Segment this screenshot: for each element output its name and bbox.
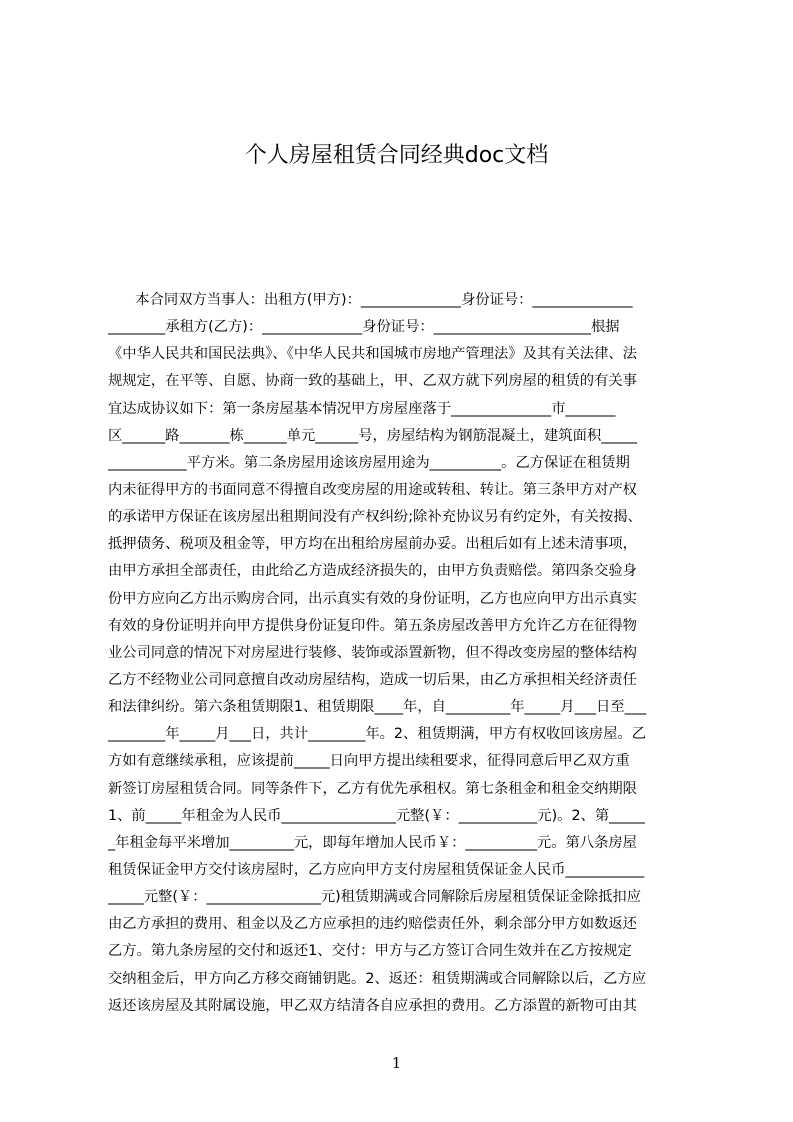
text-line-8: 内未征得甲方的书面同意不得擅自改变房屋的用途或转租、转让。第三条甲方对产权 — [108, 481, 637, 498]
text-line-16: 和法律纠纷。第六条租赁期限1、租赁期限____年，自_________年_____月___日至___ — [108, 699, 647, 716]
contract-body — [108, 287, 700, 1020]
text-line-4: 规规定，在平等、自愿、协商一致的基础上，甲、乙双方就下列房屋的租赁的有关事 — [108, 373, 637, 390]
text-line-7: ___________平方米。第二条房屋用途该房屋用途为__________。乙方保证在租赁期 — [108, 454, 630, 471]
text-line-2: ________承租方(乙方)：______________身份证号：______________________根据 — [108, 319, 620, 336]
text-line-21: _年租金每平米增加_________元，即每年增加人民币￥：__________元。第八条房屋 — [108, 834, 637, 851]
text-line-10: 抵押债务、税项及租金等，甲方均在出租给房屋前办妥。出租后如有上述未清事项， — [108, 536, 637, 553]
text-line-19: 新签订房屋租赁合同。同等条件下，乙方有优先承租权。第七条租金和租金交纳期限 — [108, 780, 637, 797]
text-line-17: ________年_____月___日，共计________年。2、租赁期满，甲方有权收回该房屋。乙 — [108, 726, 647, 743]
page-number: 1 — [391, 1054, 402, 1072]
text-line-11: 由甲方承担全部责任，由此给乙方造成经济损失的，由甲方负责赔偿。第四条交验身 — [108, 563, 637, 580]
text-line-1: 本合同双方当事人：出租方(甲方)：______________身份证号：______________ — [108, 292, 633, 308]
text-line-5: 宜达成协议如下：第一条房屋基本情况甲方房屋座落于______________市_______ — [108, 400, 616, 417]
text-line-6: 区______路_______栋______单元______号，房屋结构为钢筋混凝土，建筑面积_____ — [108, 427, 637, 444]
text-line-22: 租赁保证金甲方交付该房屋时，乙方应向甲方支付房屋租赁保证金人民币___________ — [108, 861, 645, 878]
text-line-9: 的承诺甲方保证在该房屋出租期间没有产权纠纷;除补充协议另有约定外，有关按揭、 — [108, 509, 642, 526]
text-line-3: 《中华人民共和国民法典》、《中华人民共和国城市房地产管理法》及其有关法律、法 — [108, 346, 637, 363]
text-line-18: 方如有意继续承租，应该提前_____日向甲方提出续租要求，征得同意后甲乙双方重 — [108, 753, 630, 770]
text-line-15: 乙方不经物业公司同意擅自改动房屋结构，造成一切后果，由乙方承担相关经济责任 — [108, 671, 637, 688]
text-line-12: 份甲方应向乙方出示购房合同，出示真实有效的身份证明，乙方也应向甲方出示真实 — [108, 590, 637, 607]
text-line-13: 有效的身份证明并向甲方提供身份证复印件。第五条房屋改善甲方允许乙方在征得物 — [108, 617, 637, 634]
document-title: 个人房屋租赁合同经典doc文档 — [244, 143, 549, 168]
text-line-25: 乙方。第九条房屋的交付和返还1、交付：甲方与乙方签订合同生效并在乙方按规定 — [108, 943, 632, 960]
text-line-23: _____元整(￥：________________元)租赁期满或合同解除后房屋租赁保证金除抵扣应 — [108, 889, 641, 906]
text-line-20: 1、前_____年租金为人民币________________元整(￥：___________元)。2、第_____ — [108, 807, 645, 824]
text-line-27: 返还该房屋及其附属设施，甲乙双方结清各自应承担的费用。乙方添置的新物可由其 — [108, 997, 637, 1014]
text-line-14: 业公司同意的情况下对房屋进行装修、装饰或添置新物，但不得改变房屋的整体结构 — [108, 644, 637, 661]
text-line-26: 交纳租金后，甲方向乙方移交商铺钥匙。2、返还：租赁期满或合同解除以后，乙方应 — [108, 970, 647, 987]
text-line-24: 由乙方承担的费用、租金以及乙方应承担的违约赔偿责任外，剩余部分甲方如数返还 — [108, 916, 637, 933]
